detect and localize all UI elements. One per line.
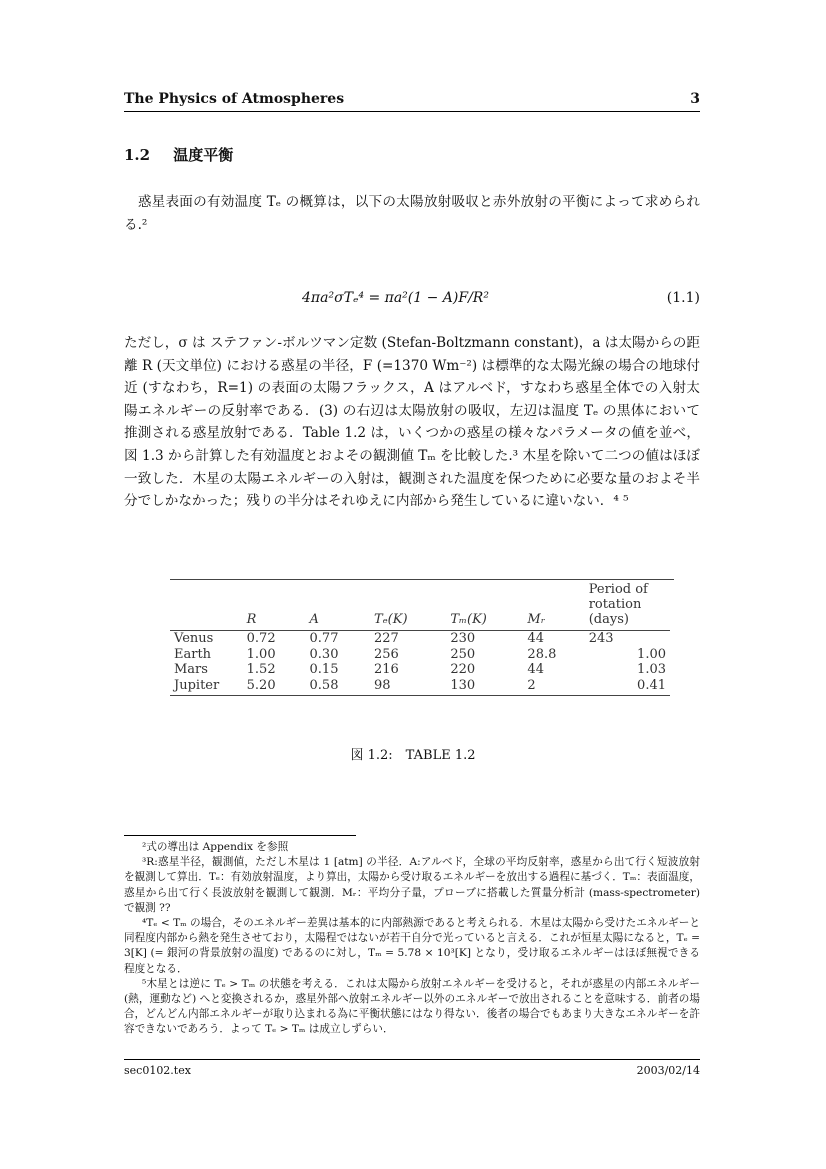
table-header: A xyxy=(306,582,370,631)
table-cell: Mars xyxy=(174,662,208,677)
table-cell: 256 xyxy=(373,646,399,662)
table-cell: Venus xyxy=(174,631,214,646)
table-cell: Jupiter xyxy=(170,678,243,696)
data-table xyxy=(170,582,670,696)
table-row xyxy=(170,662,670,678)
table-cell: 1.00 xyxy=(637,646,666,662)
table-header: Period of rotation (days) xyxy=(585,582,670,631)
table-row xyxy=(170,631,670,647)
table-cell: Earth xyxy=(174,646,212,662)
running-header xyxy=(124,91,700,112)
paragraph-explanation: ただし，σ は ステファン-ボルツマン定数 (Stefan-Boltzmann constant)，a は太陽からの距離 R (天文単位) における惑星の半径，F (=1370 Wm⁻²) は標準的な太陽光線の場合の地球付近 (すなわち，R=1) の表面の太陽フラックス，A はアルベド，すなわち惑星全体での入射太陽エネルギーの反射率である．(3) の右辺は太陽放射の吸収，左辺は温度 Tₑ の黒体において推測される惑星放射である．Table 1.2 は，いくつかの惑星の様々なパラメータの値を並べ，図 1.3 から計算した有効温度とおよその観測値 Tₘ を比較した.³ 木星を除いて二つの値はほぼ一致した．木星の太陽エネルギーの入射は，観測された温度を保つために必要な量のおよそ半分でしかなかった；残りの半分はそれゆえに内部から発生しているに違いない．⁴ ⁵ xyxy=(124,335,700,510)
table-cell: 5.20 xyxy=(243,678,306,696)
table-header: R xyxy=(243,582,306,631)
equation-number: (1.1) xyxy=(666,290,700,306)
table-header: Tₘ(K) xyxy=(446,582,523,631)
table-header: Mᵣ xyxy=(523,582,584,631)
footnote-2: ²式の導出は Appendix を参照 xyxy=(142,841,289,853)
page-number: 3 xyxy=(690,91,700,107)
table-header-row xyxy=(170,582,670,631)
table-cell: 130 xyxy=(446,678,523,696)
table-cell: 0.30 xyxy=(309,646,339,662)
table-cell: 243 xyxy=(588,631,614,646)
table-cell: 250 xyxy=(450,646,476,662)
table-cell: 216 xyxy=(373,662,399,677)
header-title: The Physics of Atmospheres xyxy=(124,91,345,107)
section-heading xyxy=(124,144,233,165)
running-footer xyxy=(124,1059,700,1077)
table-cell: 227 xyxy=(373,631,399,646)
table-cell: 220 xyxy=(450,662,476,677)
paragraph-intro: 惑星表面の有効温度 Tₑ の概算は，以下の太陽放射吸収と赤外放射の平衡によって求められる.² xyxy=(124,194,700,233)
section-number: 1.2 xyxy=(124,146,151,164)
table-cell: 0.72 xyxy=(246,631,276,646)
table-cell: 0.15 xyxy=(309,662,339,677)
table-header: Tₑ(K) xyxy=(370,582,446,631)
section-title: 温度平衡 xyxy=(173,146,234,164)
table-cell: 0.58 xyxy=(306,678,370,696)
table-cell: 2 xyxy=(523,678,584,696)
table-top-rule xyxy=(170,579,674,580)
planet-table xyxy=(170,576,674,710)
table-cell: 0.77 xyxy=(309,631,339,646)
equation-body: 4πa²σTₑ⁴ = πa²(1 − A)F/R² xyxy=(302,290,489,306)
table-cell: 0.41 xyxy=(585,678,670,696)
footnote-5: ⁵木星とは逆に Tₑ > Tₘ の状態を考える．これは太陽から放射エネルギーを受けると，それが惑星の内部エネルギー (熱，運動など) へと変換されるか，惑星外部へ放射エネルギー以外のエネルギーで放出されることを意味する．前者の場合，どんどん内部エネルギーが取り込まれる為に平衡状態にはなり得ない．後者の場合でもあまり大きなエネルギーを許容できないであろう．よって Tₑ > Tₘ は成立しずらい． xyxy=(124,977,700,1036)
table-row xyxy=(170,678,670,696)
footnote-4: ⁴Tₑ < Tₘ の場合，そのエネルギー差異は基本的に内部熱源であると考えられる．木星は太陽から受けたエネルギーと同程度内部から熱を発生させており，太陽程ではないが若干自分で光っていると言える．これが恒星太陽になると，Tₑ = 3[K] (= 銀河の背景放射の温度) であるのに対し，Tₘ = 5.78 × 10³[K] となり，受け取るエネルギーはほぼ無視できる程度となる． xyxy=(124,917,700,975)
table-cell: 44 xyxy=(527,662,544,677)
footer-filename: sec0102.tex xyxy=(124,1064,191,1077)
table-cell: 98 xyxy=(370,678,446,696)
table-cell: 44 xyxy=(527,631,544,646)
footnote-rule xyxy=(124,835,356,836)
table-cell: 1.52 xyxy=(246,662,276,677)
equation-1-1 xyxy=(124,290,700,314)
footer-date: 2003/02/14 xyxy=(636,1064,700,1077)
table-cell: 1.03 xyxy=(637,662,666,677)
table-cell: 230 xyxy=(450,631,476,646)
table-cell: 28.8 xyxy=(527,646,557,662)
table-cell: 1.00 xyxy=(246,646,276,662)
figure-caption: 図 1.2: TABLE 1.2 xyxy=(350,748,476,763)
table-row xyxy=(170,647,670,663)
table-header xyxy=(170,582,243,631)
footnotes xyxy=(124,840,700,1038)
footnote-3: ³R:惑星半径，観測値，ただし木星は 1 [atm] の半径．A:アルベド，全球の平均反射率，惑星から出て行く短波放射を観測して算出．Tₑ：有効放射温度，より算出，太陽から受け取るエネルギーを放出する過程に基づく．Tₘ：表面温度，惑星から出て行く長波放射を観測して観測．Mᵣ：平均分子量，プローブに搭載した質量分析計 (mass-spectrometer) で観測 ?? xyxy=(124,856,700,914)
